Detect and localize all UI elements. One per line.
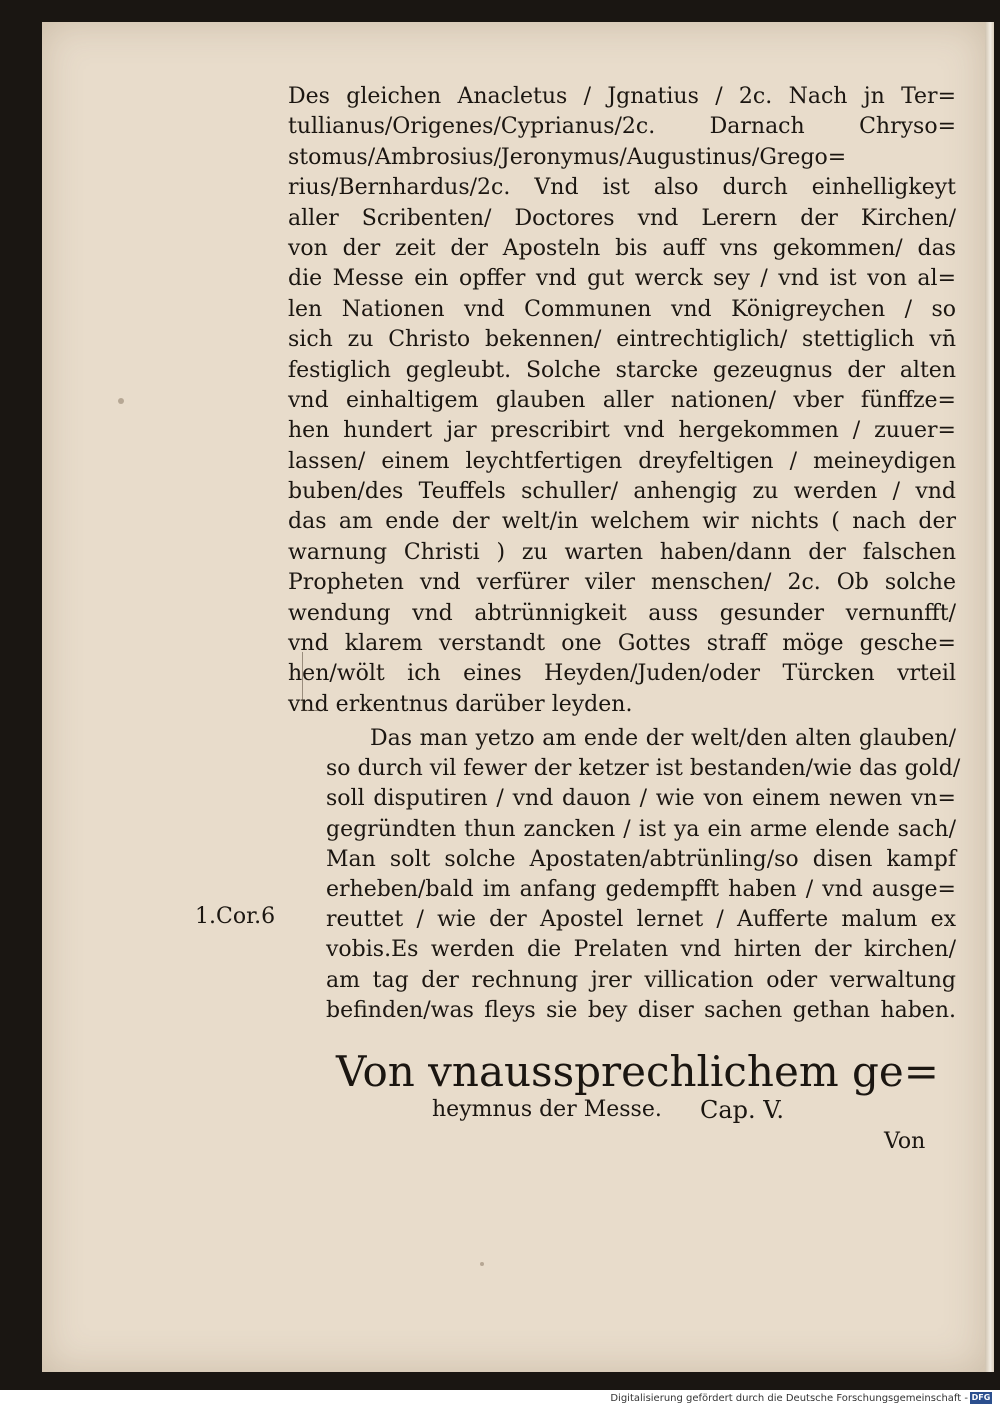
text-line: festiglich gegleubt. Solche starcke gezeugnus der alten (288, 357, 956, 383)
dfg-logo-icon: DFG (971, 1393, 991, 1402)
text-line: vnd erkentnus darüber leyden. (288, 691, 633, 717)
text-line: am tag der rechnung jrer villication oder verwaltung (326, 967, 956, 993)
text-line: wendung vnd abtrünnigkeit auss gesunder vernunfft/ (288, 600, 956, 626)
section-heading: Von vnaussprechlichem ge= (336, 1047, 939, 1096)
paragraph-2 (326, 724, 961, 1026)
text-line: vnd einhaltigem glauben aller nationen/ vber fünffze= (288, 387, 956, 413)
text-line: befinden/was fleys sie bey diser sachen gethan haben. (326, 997, 956, 1023)
section-subheading: heymnus der Messe. (432, 1097, 662, 1122)
text-line: hen hundert jar prescribirt vnd hergekommen / zuuer= (288, 418, 956, 444)
paper-stain (118, 398, 124, 404)
text-line: buben/des Teuffels schuller/ anhengig zu werden / vnd (288, 479, 956, 505)
text-line: vobis.Es werden die Prelaten vnd hirten der kirchen/ (326, 937, 956, 963)
text-line: von der zeit der Aposteln bis auff vns gekommen/ das (288, 235, 956, 261)
text-line: len Nationen vnd Communen vnd Königreychen / so (288, 296, 956, 322)
text-line: so durch vil fewer der ketzer ist bestanden/wie das gold/ (326, 756, 961, 782)
paper-stain (480, 1262, 484, 1266)
text-line: soll disputiren / vnd dauon / wie von einem newen vn= (326, 786, 956, 812)
text-line: hen/wölt ich eines Heyden/Juden/oder Türcken vrteil (288, 661, 956, 687)
text-line: das am ende der welt/in welchem wir nichts ( nach der (288, 509, 956, 535)
footer-credit: Digitalisierung gefördert durch die Deutsche Forschungsgemeinschaft - (610, 1393, 968, 1404)
text-line: aller Scribenten/ Doctores vnd Lerern der Kirchen/ (288, 205, 956, 231)
chapter-number: Cap. V. (700, 1096, 785, 1124)
text-line: lassen/ einem leychtfertigen dreyfeltigen / meineydigen (288, 448, 956, 474)
text-line: Des gleichen Anacletus / Jgnatius / 2c. Nach jn Ter= (288, 84, 956, 109)
text-line: die Messe ein opffer vnd gut werck sey / vnd ist von al= (288, 266, 956, 292)
page-edge (985, 22, 994, 1372)
text-line: vnd klarem verstandt one Gottes straff möge gesche= (288, 631, 956, 657)
text-line: gegründten thun zancken / ist ya ein arme elende sach/ (326, 816, 956, 842)
margin-bracket (302, 652, 319, 711)
text-line: warnung Christi ) zu warten haben/dann der falschen (288, 539, 956, 565)
text-line: stomus/Ambrosius/Jeronymus/Augustinus/Grego= (288, 144, 847, 170)
text-line: Das man yetzo am ende der welt/den alten glauben/ (370, 726, 956, 751)
paragraph-1 (288, 82, 956, 720)
catchword: Von (884, 1129, 926, 1154)
text-line: Propheten vnd verfürer viler menschen/ 2c. Ob solche (288, 570, 956, 596)
text-line: Man solt solche Apostaten/abtrünling/so disen kampf (326, 846, 956, 872)
text-line: rius/Bernhardus/2c. Vnd ist also durch einhelligkeyt (288, 175, 956, 201)
text-line: reuttet / wie der Apostel lernet / Aufferte malum ex (326, 907, 956, 933)
text-line: erheben/bald im anfang gedempfft haben / vnd ausge= (326, 876, 956, 902)
margin-reference: 1.Cor.6 (195, 904, 276, 929)
text-line: sich zu Christo bekennen/ eintrechtiglich/ stettiglich vn̄ (288, 327, 956, 353)
text-line: tullianus/Origenes/Cyprianus/2c. Darnach Chryso= (288, 114, 956, 140)
